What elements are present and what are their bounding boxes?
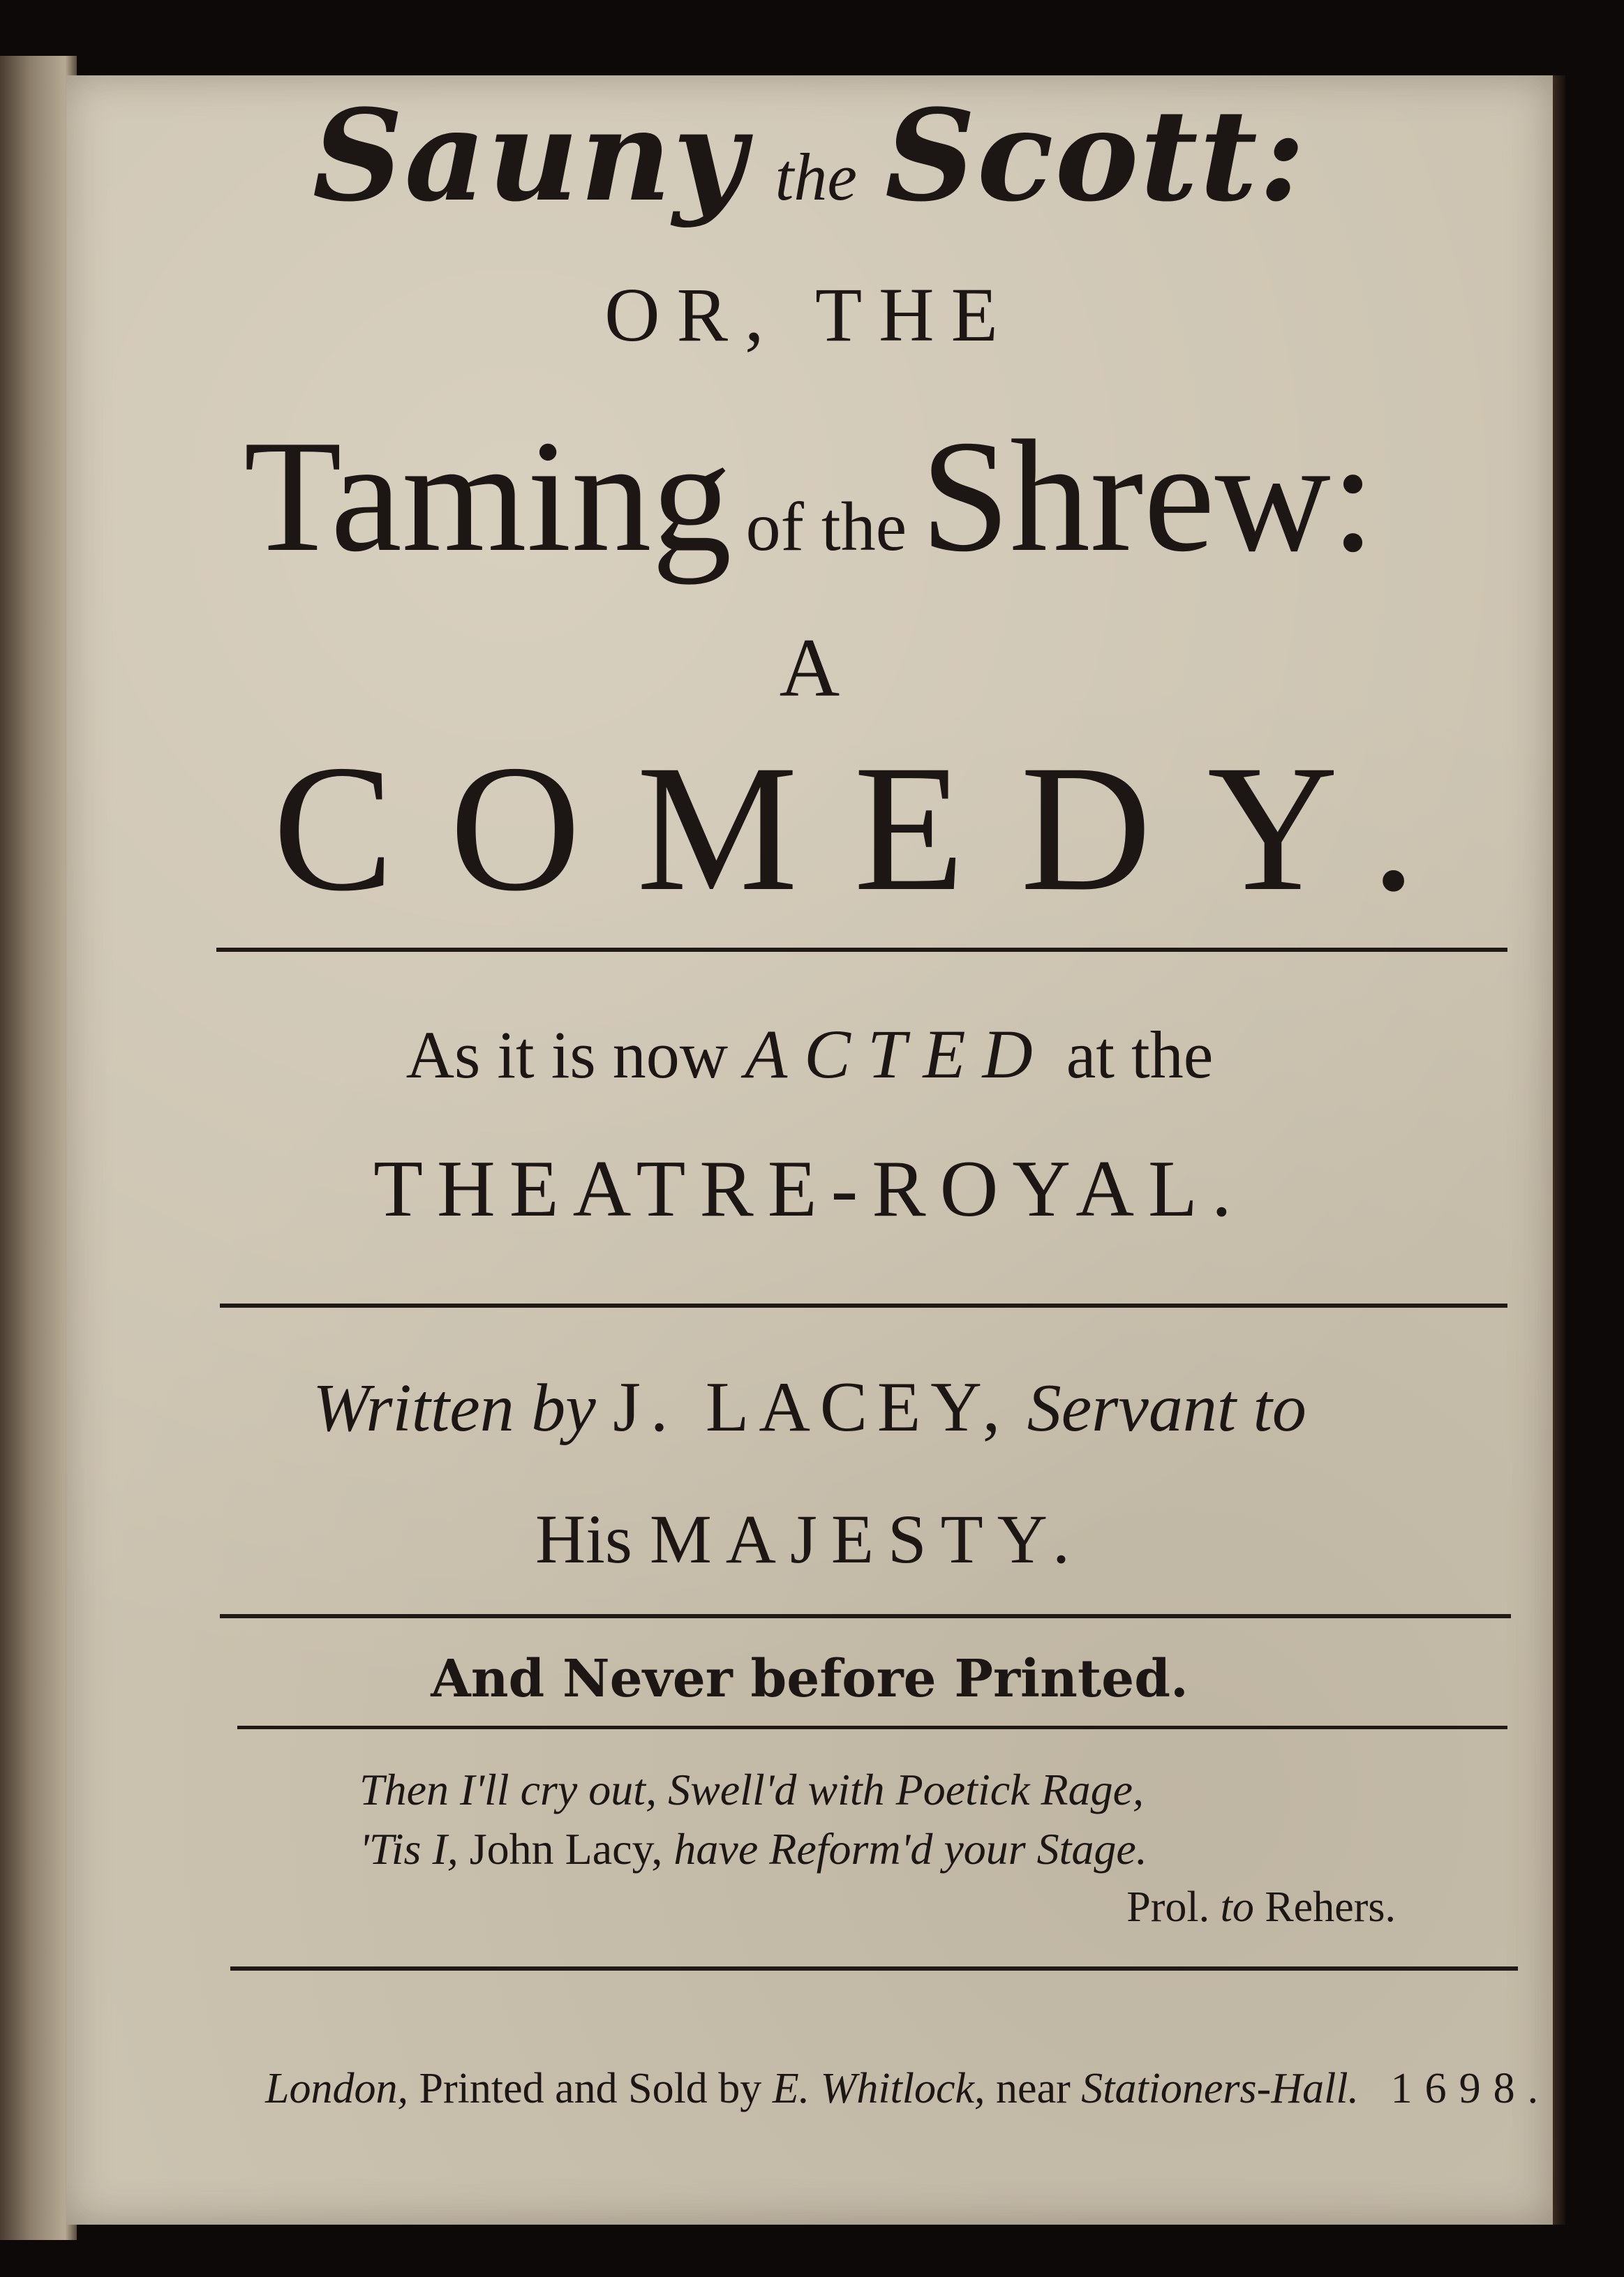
never-printed-line: And Never before Printed. — [431, 1649, 1189, 1709]
imprint-line — [265, 2064, 1551, 2114]
author-line — [66, 1366, 1553, 1448]
imprint-printer: E. Whitlock, — [772, 2065, 985, 2112]
theatre-royal: THEATRE-ROYAL. — [373, 1144, 1246, 1234]
title-line-comedy: COMEDY. — [272, 728, 1473, 929]
epigraph-tis-i: 'Tis I, — [359, 1824, 459, 1874]
majesty-caps: MAJESTY. — [649, 1500, 1085, 1578]
imprint-text1: Printed and Sold by — [419, 2065, 762, 2112]
epigraph-john-lacy: John Lacy, — [469, 1824, 663, 1874]
spine-shadow — [1553, 75, 1565, 2225]
epigraph-reformd: have Reform'd your Stage. — [673, 1824, 1147, 1874]
imprint-year: 1698. — [1390, 2065, 1551, 2112]
author-name: J. LACEY, — [613, 1368, 1011, 1447]
acted-post: at the — [1066, 1017, 1214, 1092]
title-word-scott: Scott: — [884, 82, 1307, 230]
author-pre: Written by — [313, 1371, 596, 1446]
divider-rule — [237, 1726, 1507, 1729]
majesty-pre: His — [535, 1500, 632, 1578]
title-word-sauny: Sauny — [312, 82, 747, 230]
epigraph-citation — [1126, 1883, 1396, 1932]
title-line-taming — [66, 403, 1553, 588]
cite-to: to — [1220, 1883, 1254, 1931]
title-line-a: A — [779, 621, 840, 714]
title-line-sauny — [66, 82, 1553, 230]
title-word-the: the — [775, 140, 857, 214]
title-word-shrew: Shrew: — [921, 407, 1376, 585]
imprint-text2: near — [996, 2065, 1071, 2112]
book-edge — [0, 56, 77, 2240]
cite-rehers: Rehers. — [1265, 1883, 1396, 1931]
epigraph-line-1: Then I'll cry out, Swell'd with Poetick Rage, — [359, 1765, 1145, 1814]
epigraph-line-2 — [359, 1823, 1147, 1875]
imprint-place: Stationers-Hall. — [1081, 2065, 1359, 2112]
title-word-of-the: of the — [745, 488, 907, 565]
majesty-line — [66, 1499, 1553, 1579]
acted-line — [66, 1014, 1553, 1094]
imprint-city: London, — [265, 2065, 408, 2112]
title-word-taming: Taming — [244, 407, 732, 585]
cite-prol: Prol. — [1126, 1883, 1210, 1931]
divider-rule — [220, 1614, 1511, 1618]
divider-rule — [230, 1966, 1518, 1971]
title-page — [66, 75, 1553, 2225]
divider-rule — [216, 948, 1507, 952]
author-post: Servant to — [1027, 1371, 1306, 1446]
title-line-or-the: OR, THE — [604, 272, 1015, 357]
acted-pre: As it is now — [405, 1017, 729, 1092]
divider-rule — [220, 1304, 1507, 1308]
acted-emph: ACTED — [745, 1015, 1050, 1093]
